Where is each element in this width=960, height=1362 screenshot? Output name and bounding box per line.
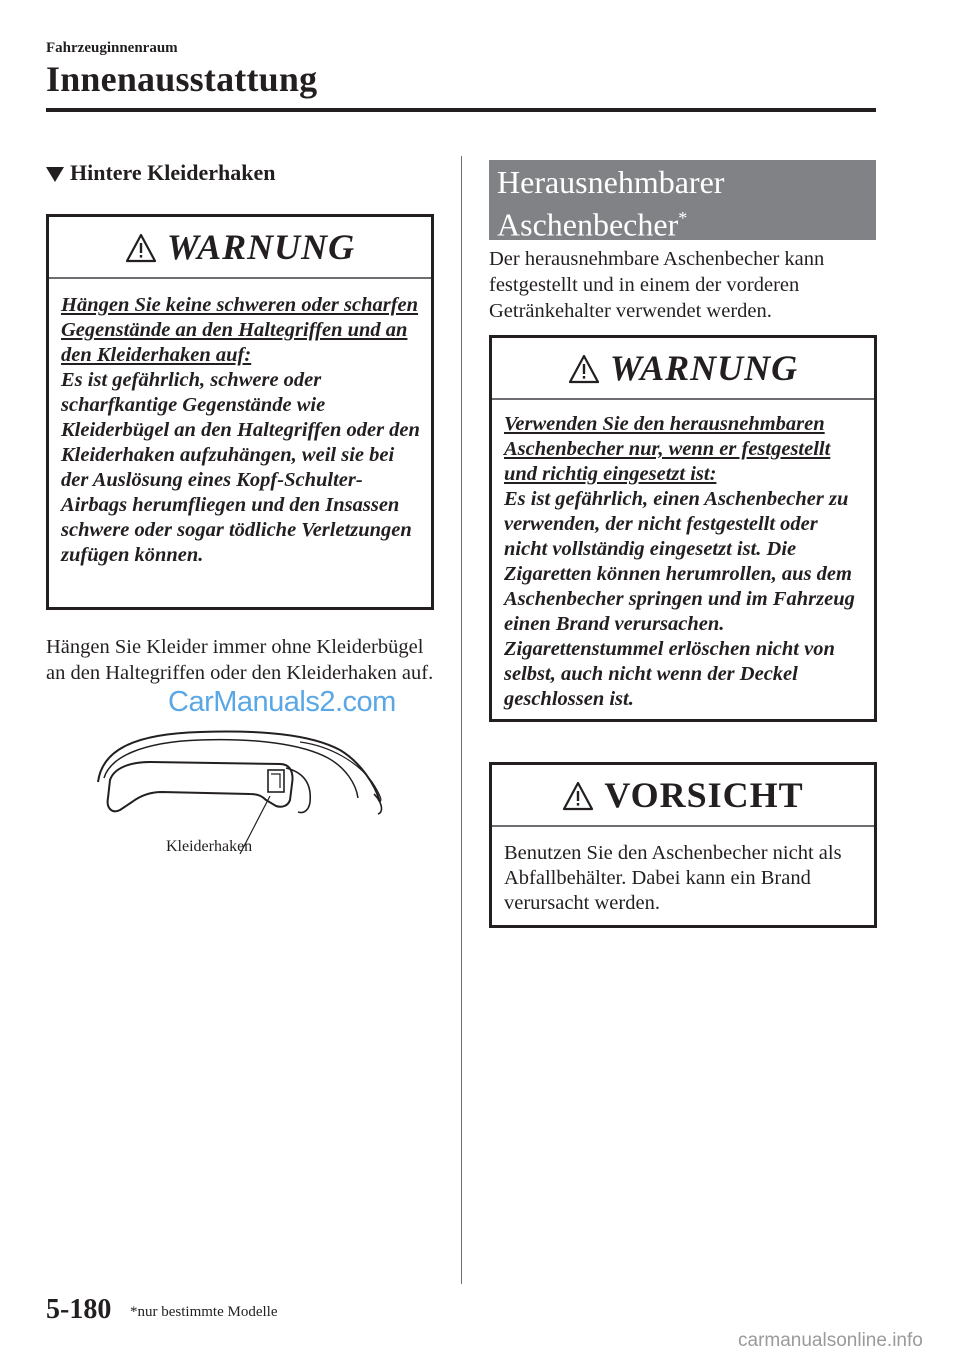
warning-box-header [492, 338, 874, 400]
ashtray-heading-line1: Herausnehmbarer [497, 164, 725, 200]
warning-title: WARNUNG [166, 227, 356, 267]
warning-title: WARNUNG [609, 348, 799, 388]
page-number: 5-180 [46, 1294, 112, 1325]
section-heading-coat-hooks [46, 160, 276, 186]
watermark-corner: carmanualsonline.info [738, 1330, 923, 1351]
warning-underlined-text: Hängen Sie keine schweren oder scharfen Gegenstände an den Haltegriffen und an den Kleiderhaken auf: [61, 294, 419, 366]
chapter-label: Fahrzeuginnenraum [46, 40, 178, 56]
warning-box-header [49, 217, 431, 279]
title-rule [46, 108, 876, 112]
page-title: Innenausstattung [46, 59, 318, 99]
warning-body [49, 279, 431, 580]
figure-label: Kleiderhaken [166, 838, 253, 855]
warning-triangle-icon [125, 233, 157, 263]
ashtray-paragraph: Der herausnehmbare Aschenbecher kann festgestellt und in einem der vorderen Getränkehalter verwendet werden. [489, 248, 825, 322]
coat-hook-paragraph: Hängen Sie Kleider immer ohne Kleiderbügel an den Haltegriffen oder den Kleiderhaken auf. [46, 636, 434, 684]
warning-text: Es ist gefährlich, einen Aschenbecher zu verwenden, der nicht festgestellt oder nicht vollständig eingesetzt ist. Die Zigaretten können herumrollen, aus dem Aschenbecher springen und im Fahrzeug einen Brand verursachen. Zigarettenstummel erlöschen nicht von selbst, auch nicht wenn der Deckel geschlossen ist. [504, 488, 855, 710]
caution-title: VORSICHT [604, 775, 804, 815]
triangle-bullet-icon [46, 167, 64, 182]
caution-box-ashtray [489, 762, 877, 928]
warning-underlined-text: Verwenden Sie den herausnehmbaren Aschenbecher nur, wenn er festgestellt und richtig eingesetzt ist: [504, 413, 831, 485]
warning-triangle-icon [568, 354, 600, 384]
footnote: *nur bestimmte Modelle [130, 1304, 278, 1320]
warning-body [492, 400, 874, 724]
watermark-overlay: CarManuals2.com [168, 686, 396, 718]
optional-feature-mark: * [678, 208, 688, 228]
warning-text: Es ist gefährlich, schwere oder scharfkantige Gegenstände wie Kleiderbügel an den Haltegriffen oder den Kleiderhaken aufzuhängen, weil sie bei der Auslösung eines Kopf-Schulter-Airbags herumfliegen und den Insassen schwere oder sogar tödliche Verletzungen zufügen können. [61, 369, 420, 566]
caution-box-header [492, 765, 874, 827]
ashtray-heading-line2 [497, 200, 868, 243]
warning-box-coat-hooks [46, 214, 434, 610]
warning-box-ashtray [489, 335, 877, 722]
column-divider [461, 156, 462, 1284]
caution-text: Benutzen Sie den Aschenbecher nicht als Abfallbehälter. Dabei kann ein Brand verursacht werden. [504, 842, 842, 914]
ashtray-heading-line2-text: Aschenbecher [497, 206, 679, 243]
ashtray-heading [489, 160, 876, 243]
warning-triangle-icon [562, 781, 594, 811]
caution-body [492, 827, 874, 928]
section-heading-text: Hintere Kleiderhaken [70, 160, 276, 185]
